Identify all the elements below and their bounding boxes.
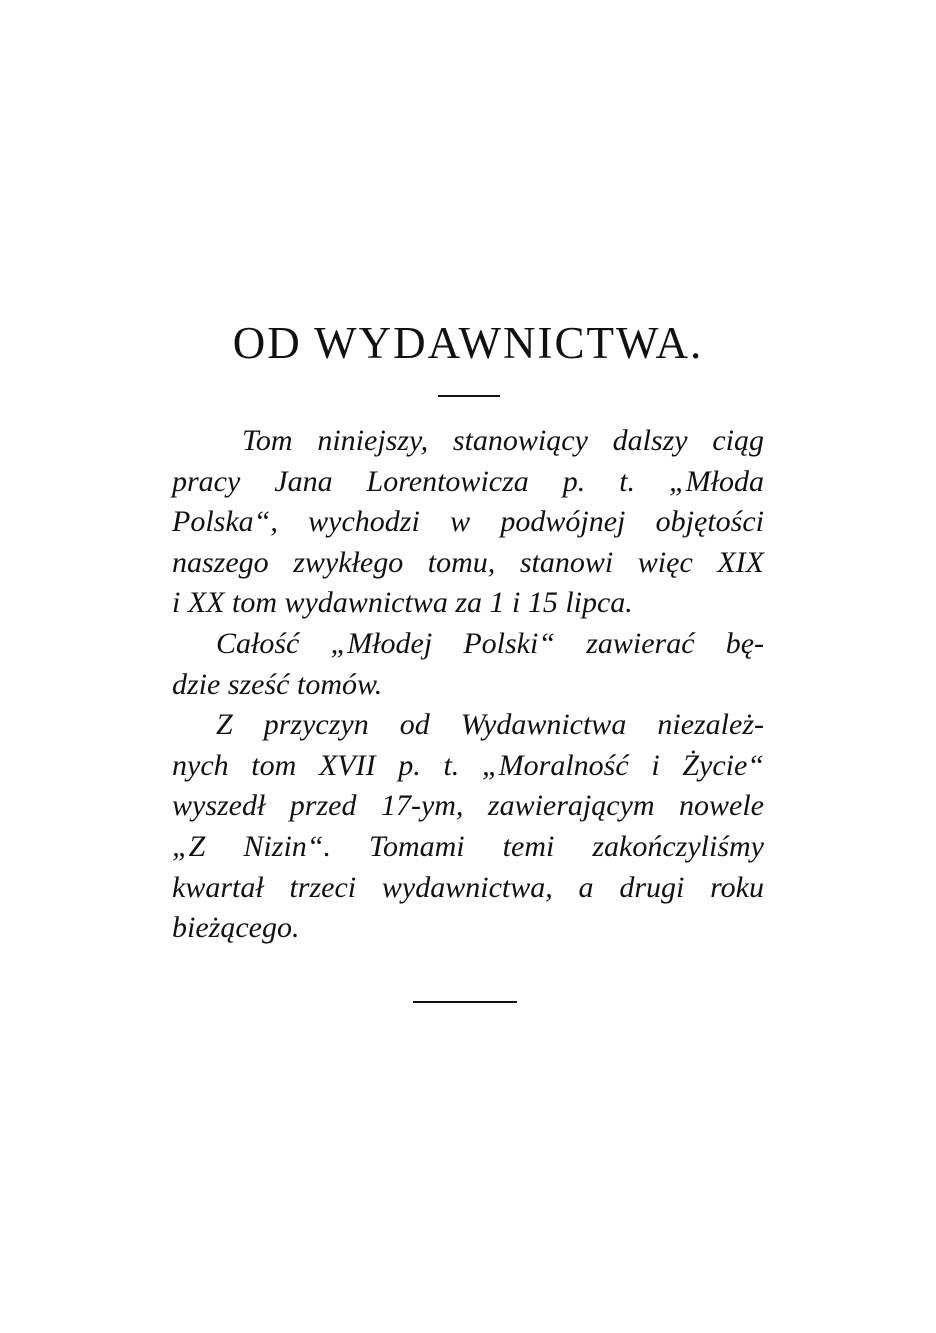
publisher-note xyxy=(172,421,764,949)
text-line: naszego zwykłego tomu, stanowi więc XIX xyxy=(172,545,764,579)
closing-divider xyxy=(413,1001,517,1003)
page-heading: OD WYDAWNICTWA. xyxy=(232,318,704,368)
text-line: „Z Nizin“. Tomami temi zakończyliśmy xyxy=(172,829,764,863)
text-line: Z przyczyn od Wydawnictwa niezależ- xyxy=(216,708,764,742)
text-line: wyszedł przed 17-ym, zawierającym nowele xyxy=(172,789,764,823)
text-line: nych tom XVII p. t. „Moralność i Życie“ xyxy=(172,748,764,782)
text-line: kwartał trzeci wydawnictwa, a drugi roku xyxy=(172,870,764,904)
text-line: Całość „Młodej Polski“ zawierać bę- xyxy=(216,626,764,660)
text-line: Tom niniejszy, stanowiący dalszy ciąg xyxy=(242,424,764,457)
text-line: i XX tom wydawnictwa za 1 i 15 lipca. xyxy=(172,586,633,620)
text-line: pracy Jana Lorentowicza p. t. „Młoda xyxy=(172,464,764,498)
text-line: dzie sześć tomów. xyxy=(172,667,383,701)
text-line: Polska“, wychodzi w podwójnej objętości xyxy=(172,505,764,539)
heading-divider xyxy=(438,395,500,397)
text-line: bieżącego. xyxy=(172,911,300,945)
